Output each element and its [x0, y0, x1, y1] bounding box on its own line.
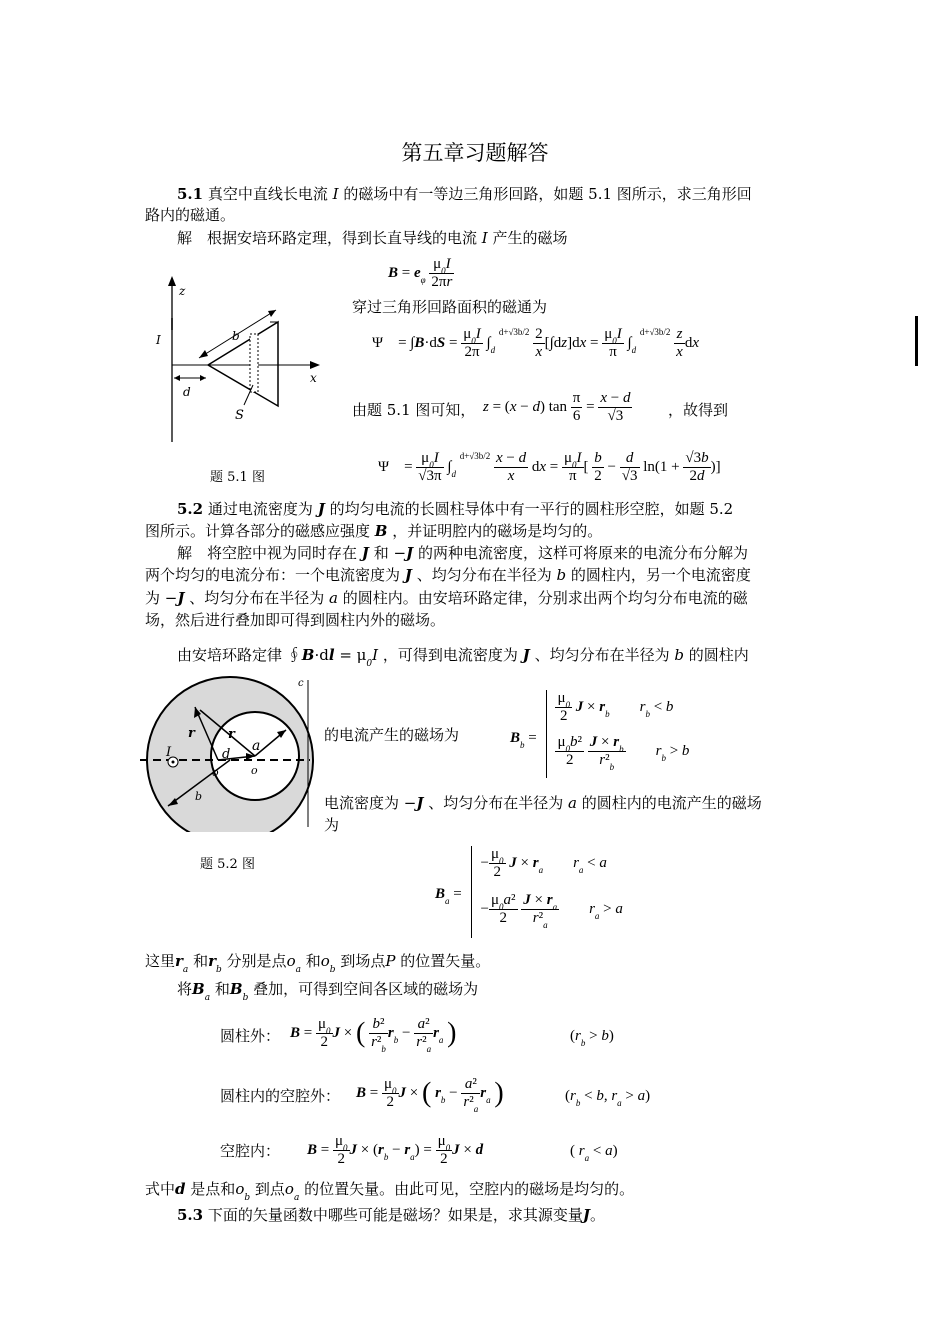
label-rb: r: [188, 726, 195, 741]
problem-5-1-text: 5.1 真空中直线长电流 I 的磁场中有一等边三角形回路，如题 5.1 图所示，求三角形回: [177, 185, 752, 203]
figure-5-1: [150, 270, 350, 450]
solution-5-2-line2: 两个均匀的电流分布：一个电流密度为 J 、均匀分布在半径为 b 的圆柱内，另一个电流密度: [145, 566, 751, 584]
problem-5-3-text: 5.3 下面的矢量函数中哪些可能是磁场？如果是，求其源变量J。: [177, 1206, 606, 1224]
label-I: I: [166, 745, 172, 760]
position-vectors-text: 这里$r_a$ 和$r_b$ 分别是点$o_a$ 和$o_b$ 到场点P 的位置矢量。: [145, 952, 491, 975]
solution-5-1-intro: 解 根据安培环路定理，得到长直导线的电流 I 产生的磁场: [177, 229, 568, 247]
so-get-text: ，故得到: [668, 401, 729, 419]
condition-inside: ($r_b < b$, $r_a > a$): [565, 1088, 651, 1108]
equation-b-field: $B = e_\varphi$ $\frac{\mu_0I}{2\pi r}$: [388, 256, 453, 290]
label-d: d: [222, 747, 231, 762]
equation-bb: $B_b$ = $\frac{\mu_0}{2}$ $J \times r_b$ $r_b < b$ $\frac{\mu_0b^2}{2}$ $\frac{J \times r_b}{r^2_b}$ $r_b > b$: [510, 690, 689, 778]
label-inside: 圆柱内的空腔外：: [220, 1087, 341, 1105]
label-z: z: [179, 284, 186, 298]
figure-5-2-caption: 题 5.2 图: [200, 857, 255, 872]
label-ra: r: [228, 727, 235, 742]
from-figure-text: 由题 5.1 图可知，: [352, 401, 476, 419]
problem-number: 5.2: [177, 500, 204, 518]
label-x: x: [310, 371, 317, 385]
solution-5-2-line3: 为 −J 、均匀分布在半径为 a 的圆柱内。由安培环路定律，分别求出两个均匀分布电流的磁: [145, 589, 748, 607]
field-b-text: 的电流产生的磁场为: [324, 726, 460, 744]
problem-5-1-text-cont: 路内的磁通。: [145, 206, 236, 224]
equation-flux-result: Ψ = $\frac{\mu_0I}{√3\pi}$ $\int_d$ $^{d+√3b/2}$ $\frac{x - d}{x}$ dx = $\frac{\mu_0I}{\pi}$ [ $\frac{b}{2}$ − $\frac{d}{√3}$ ln(1 + $\frac{√3b}{2d}$ )]: [378, 450, 721, 484]
equation-flux: Ψ = ∫B·dS = $\frac{\mu_0I}{2\pi}$ $\int_d$ $^{d+√3b/2}$ $\frac{2}{x}$ [∫dz]dx = $\frac{\mu_0I}{\pi}$ $\int_d$ $^{d+√3b/2}$ $\frac{z}{x}$ dx: [372, 326, 699, 360]
field-a-text: 电流密度为 −J 、均匀分布在半径为 a 的圆柱内的电流产生的磁场: [324, 794, 762, 812]
superposition-text: 将$B_a$ 和$B_b$ 叠加，可得到空间各区域的磁场为: [177, 980, 479, 1003]
problem-number: 5.1: [177, 185, 204, 203]
solution-5-2-line5: 由安培环路定律 ∮B·dl = $\mu_0I$ ，可得到电流密度为 J 、均匀分布在半径为 b 的圆柱内: [177, 646, 749, 669]
label-I: I: [156, 333, 161, 347]
condition-outside: $(r_b > b)$: [570, 1028, 614, 1048]
label-b: b: [195, 790, 203, 803]
field-a-text-cont: 为: [324, 816, 340, 834]
equation-inside: B = $\frac{\mu_0}{2}$ J × ( $r_b$ − $\frac{\text{a²}}{r^2_a}$ $r_a$ ): [356, 1076, 504, 1114]
figure-5-1-caption: 题 5.1 图: [210, 470, 265, 485]
problem-5-2-text: 5.2 通过电流密度为 J 的均匀电流的长圆柱导体中有一平行的圆柱形空腔，如题 5.2: [177, 500, 734, 518]
label-b: b: [232, 329, 240, 343]
label-c: c: [298, 678, 304, 689]
page-title: 第五章习题解答: [401, 141, 549, 165]
flux-text: 穿过三角形回路面积的磁通为: [352, 298, 548, 316]
label-outside: 圆柱外：: [220, 1027, 281, 1045]
solution-5-2-line1: 解 将空腔中视为同时存在 J 和 −J 的两种电流密度，这样可将原来的电流分布分解为: [177, 544, 748, 562]
equation-ba: $B_a$ = − $\frac{\mu_0}{2}$ $J \times r_a$ $r_a < a$ − $\frac{\mu_0a^2}{2}$ $\frac{J \times r_a}{r^2_a}$ $r_a > a$: [435, 846, 623, 938]
margin-bar: [915, 316, 918, 366]
equation-cavity: B = $\frac{\mu_0}{2}$ $J \times (r_b - r_a)$ = $\frac{\mu_0}{2}$ J × d: [307, 1133, 484, 1167]
equation-outside: B = $\frac{\mu_0}{2}$ J × ( $\frac{\text{b²}}{r^2_b}$ $r_b$ − $\frac{\text{a²}}{r^2_a}$ $r_a$ ): [290, 1016, 457, 1054]
label-ob: o: [212, 766, 219, 779]
conclusion-text: 式中d 是点和$o_b$ 到点$o_a$ 的位置矢量。由此可见，空腔内的磁场是均匀的。: [145, 1180, 635, 1203]
problem-5-2-text-cont: 图所示。计算各部分的磁感应强度 B ，并证明腔内的磁场是均匀的。: [145, 522, 603, 540]
figure-5-2: [140, 672, 320, 832]
problem-number: 5.3: [177, 1206, 204, 1224]
label-a: a: [252, 738, 261, 754]
equation-z: z = (x − d) tan $\frac{\pi}{6}$ = $\frac{x - d}{√3}$: [483, 390, 631, 424]
condition-cavity: ( $r_a < a$): [570, 1143, 618, 1163]
label-S: S: [235, 408, 244, 423]
label-d: d: [183, 385, 191, 399]
solution-5-2-line4: 场，然后进行叠加即可得到圆柱内外的磁场。: [145, 611, 446, 629]
label-cavity: 空腔内：: [220, 1142, 281, 1160]
label-oa: o: [251, 764, 258, 777]
